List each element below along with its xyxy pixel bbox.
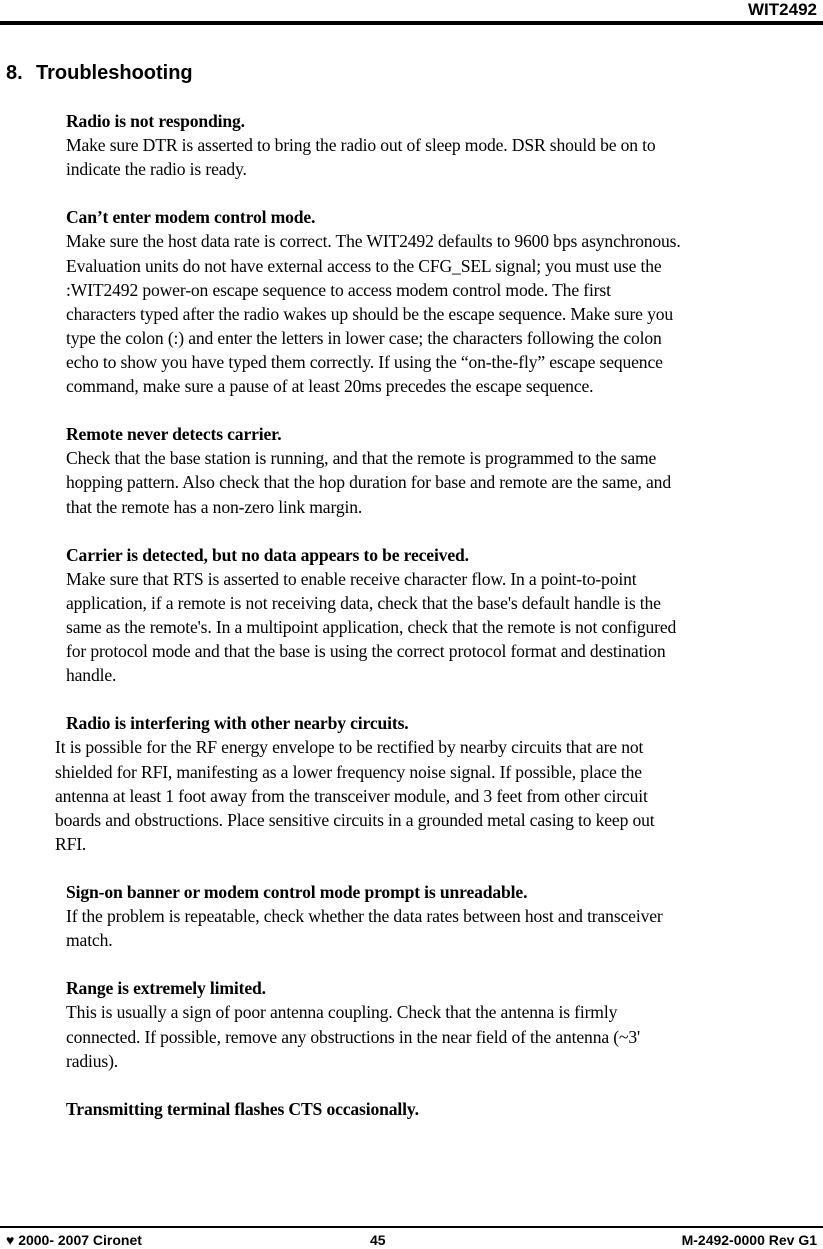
item-title: Radio is interfering with other nearby circuits. (66, 713, 409, 734)
footer-doc-id: M-2492-0000 Rev G1 (681, 1232, 817, 1248)
item-body: Make sure DTR is asserted to bring the radio out of sleep mode. DSR should be on to indicate the radio is ready. (66, 135, 656, 180)
troubleshooting-item (66, 880, 823, 952)
footer-rule (0, 1226, 823, 1228)
document-header-title: WIT2492 (748, 0, 817, 19)
item-body: Check that the base station is running, and that the remote is programmed to the same hopping pattern. Also check that the hop duration for base and remote are the same, and that the remote has a non-zero link margin. (66, 448, 671, 517)
troubleshooting-item (66, 109, 823, 181)
item-body: Make sure the host data rate is correct. The WIT2492 defaults to 9600 bps asynchronous. Evaluation units do not have external access to the CFG_SEL signal; you must use the :WIT2492 power-on escape sequence to access modem control mode. The first characters typed after the radio wakes up should be the escape sequence. Make sure you type the colon (:) and enter the letters in lower case; the characters following the colon echo to show you have typed them correctly. If using the “on-the-fly” escape sequence command, make sure a pause of at least 20ms precedes the escape sequence. (66, 231, 681, 397)
item-body: Make sure that RTS is asserted to enable receive character flow. In a point-to-point application, if a remote is not receiving data, check that the base's default handle is the same as the remote's. In a multipoint application, check that the remote is not configured for protocol mode and that the base is using the correct protocol format and destination handle. (66, 568, 677, 686)
header-rule (0, 21, 823, 25)
troubleshooting-item (66, 976, 823, 1072)
troubleshooting-item (66, 422, 823, 518)
troubleshooting-item (66, 543, 823, 688)
item-title: Can’t enter modem control mode. (66, 207, 316, 228)
troubleshooting-item (66, 1097, 823, 1121)
troubleshooting-list (55, 109, 823, 1145)
item-body: This is usually a sign of poor antenna coupling. Check that the antenna is firmly connected. If possible, remove any obstructions in the near field of the antenna (~3' radius). (66, 1002, 640, 1071)
item-title: Remote never detects carrier. (66, 424, 282, 445)
section-heading (6, 60, 193, 86)
page-footer (6, 1231, 817, 1249)
footer-copyright: ♥ 2000- 2007 Cironet (6, 1232, 142, 1248)
section-title: Troubleshooting (36, 62, 193, 84)
footer-page-number: 45 (370, 1232, 386, 1248)
troubleshooting-item (66, 205, 823, 398)
item-title: Range is extremely limited. (66, 978, 266, 999)
item-title: Sign-on banner or modem control mode prompt is unreadable. (66, 882, 528, 902)
item-title: Transmitting terminal flashes CTS occasionally. (66, 1098, 419, 1119)
item-title: Radio is not responding. (66, 111, 245, 131)
section-number: 8. (6, 62, 23, 84)
troubleshooting-item (55, 711, 823, 856)
item-body: If the problem is repeatable, check whether the data rates between host and transceiver match. (66, 906, 663, 951)
item-body: It is possible for the RF energy envelope to be rectified by nearby circuits that are not shielded for RFI, manifesting as a lower frequency noise signal. If possible, place the antenna at least 1 foot away from the transceiver module, and 3 feet from other circuit boards and obstructions. Place sensitive circuits in a grounded metal casing to keep out RFI. (55, 737, 655, 854)
item-title: Carrier is detected, but no data appears to be received. (66, 544, 469, 565)
